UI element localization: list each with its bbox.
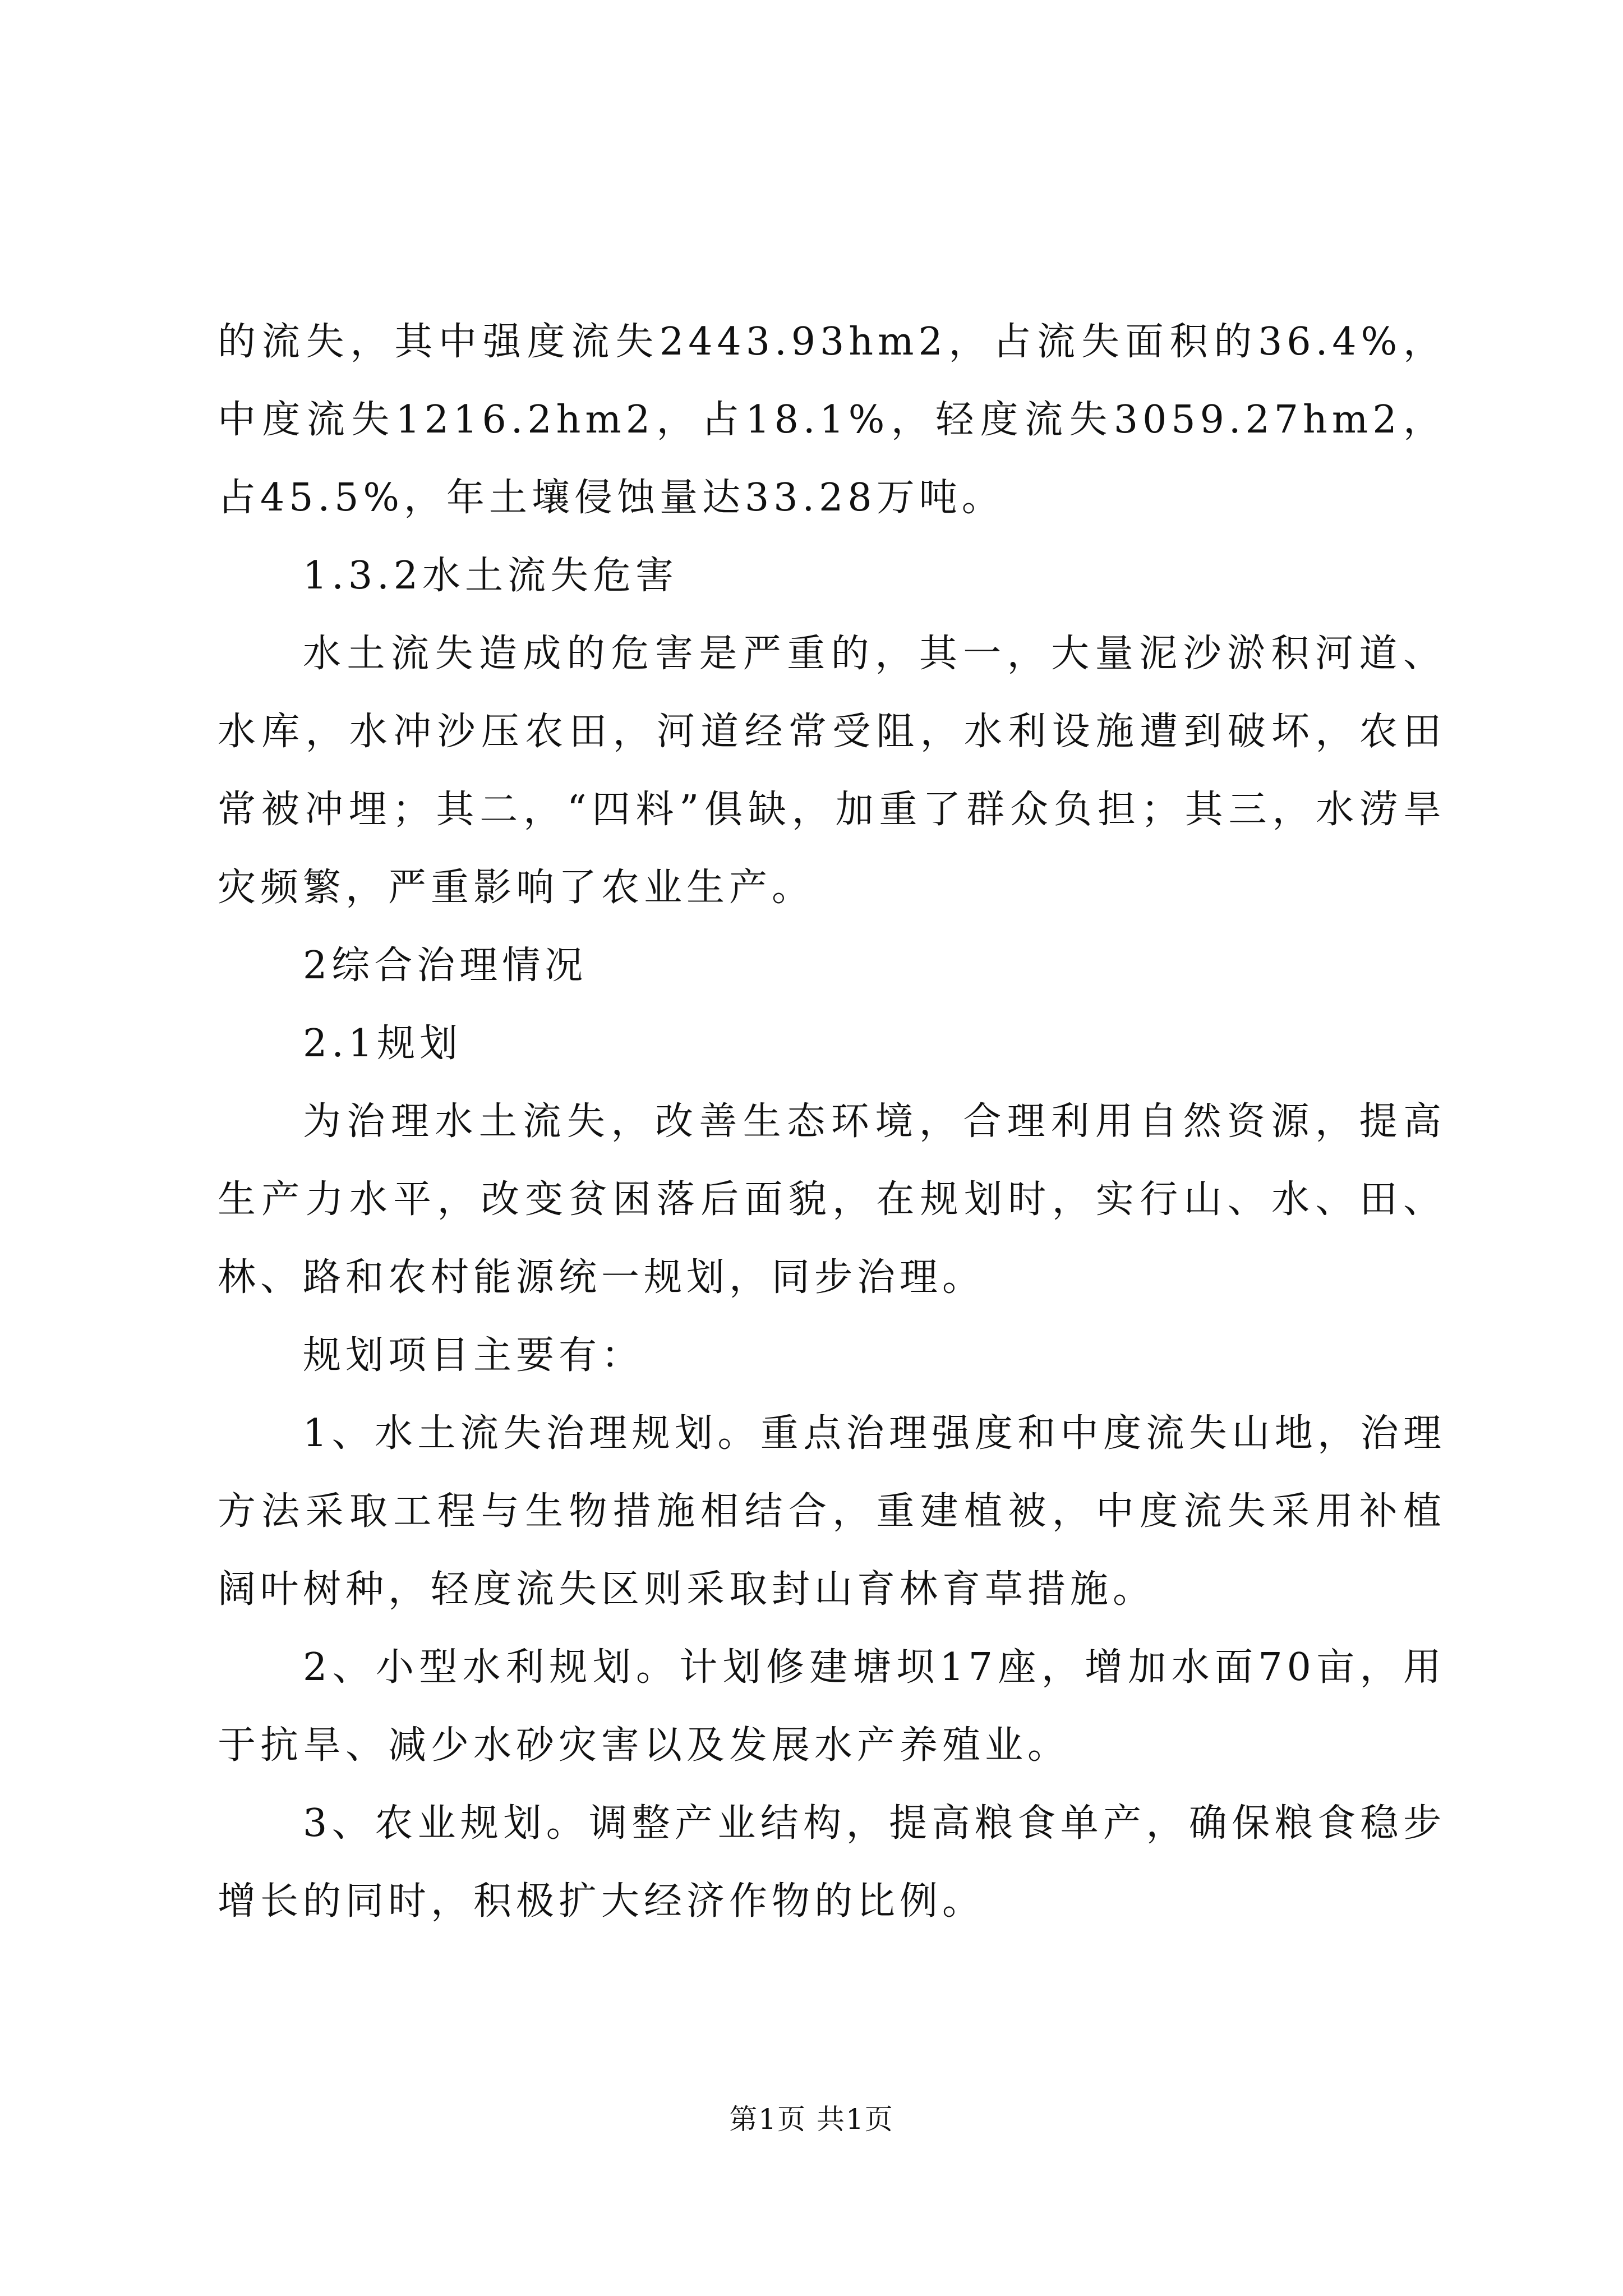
list-item-1: 1、水土流失治理规划。重点治理强度和中度流失山地，治理方法采取工程与生物措施相结合，重建植被，中度流失采用补植阔叶树种，轻度流失区则采取封山育林育草措施。 xyxy=(218,1411,1446,1612)
list-item-2: 2、小型水利规划。计划修建塘坝17座，增加水面70亩，用于抗旱、减少水砂灾害以及发展水产养殖业。 xyxy=(218,1645,1446,1768)
page-footer: 第1页 共1页 xyxy=(729,2103,894,2136)
list-item-3: 3、农业规划。调整产业结构，提高粮食单产，确保粮食稳步增长的同时，积极扩大经济作物的比例。 xyxy=(218,1801,1446,1924)
section-heading-1-3-2: 1.3.2水土流失危害 xyxy=(303,554,679,598)
paragraph-plan-items-intro: 规划项目主要有： xyxy=(303,1333,644,1378)
paragraph-continued: 的流失，其中强度流失2443.93hm2，占流失面积的36.4%，中度流失1216.2hm2，占18.1%，轻度流失3059.27hm2，占45.5%，年土壤侵蚀量达33.28万吨。 xyxy=(218,320,1446,520)
document-body xyxy=(218,303,1446,1940)
paragraph-planning: 为治理水土流失，改善生态环境，合理利用自然资源，提高生产力水平，改变贫困落后面貌，在规划时，实行山、水、田、林、路和农村能源统一规划，同步治理。 xyxy=(218,1099,1446,1300)
paragraph-hazards: 水土流失造成的危害是严重的，其一，大量泥沙淤积河道、水库，水冲沙压农田，河道经常受阻，水利设施遭到破坏，农田常被冲埋；其二，“四料”俱缺，加重了群众负担；其三，水涝旱灾频繁，严重影响了农业生产。 xyxy=(218,632,1446,910)
section-heading-2: 2综合治理情况 xyxy=(303,944,588,988)
section-heading-2-1: 2.1规划 xyxy=(303,1022,463,1066)
